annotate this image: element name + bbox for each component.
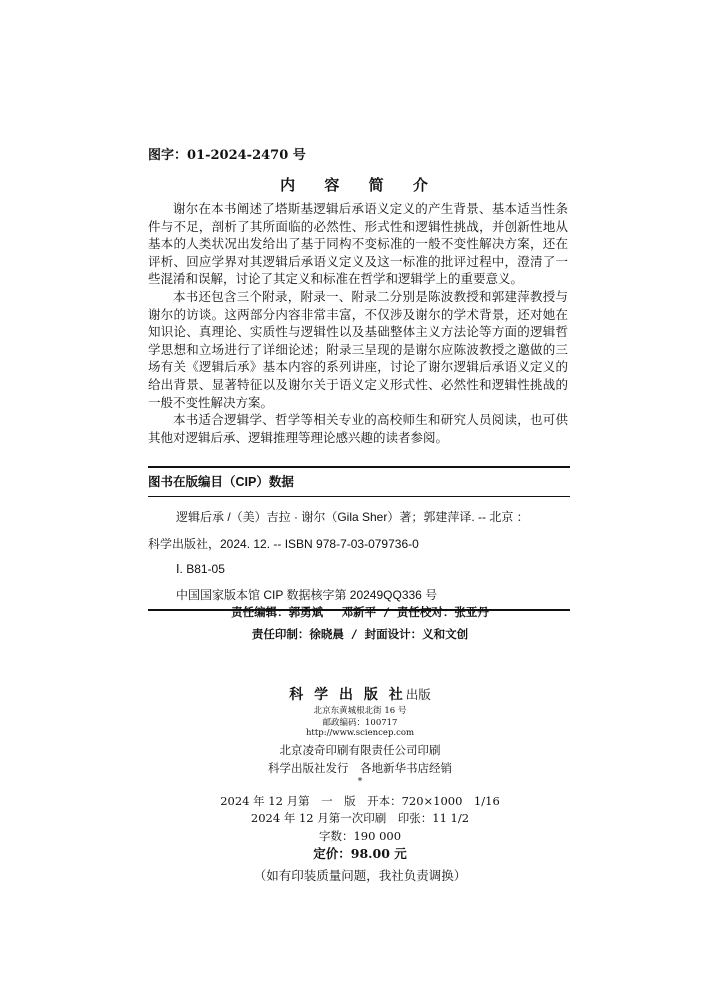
publisher-suffix: 出版: [405, 687, 431, 702]
distribution: 科学出版社发行 各地新华书店经销: [268, 761, 452, 775]
cip-entry-line: 逻辑后承 /（美）吉拉 · 谢尔（Gila Sher）著；郭建萍译. -- 北京 ：: [176, 510, 529, 524]
publisher-postcode: 邮政编码：100717: [322, 718, 398, 728]
staff-line: 责任印制：徐晓晨 / 封面设计：义和文创: [251, 627, 469, 641]
summary-paragraph: 本书适合逻辑学、哲学等相关专业的高校师生和研究人员阅读，也可供其他对逻辑后承、逻辑推理等理论感兴趣的读者参阅。: [148, 412, 568, 445]
publisher-url: http://www.sciencep.com: [305, 728, 415, 738]
separator-star: *: [357, 777, 363, 787]
publisher-name: [0, 684, 720, 704]
license-number: 图字：01-2024-2470 号: [148, 148, 306, 163]
cip-top-rule: [148, 466, 570, 468]
summary-paragraph: 本书还包含三个附录，附录一、附录二分别是陈波教授和郭建萍教授与谢尔的访谈。这两部分内容非常丰富，不仅涉及谢尔的学术背景，还对她在知识论、真理论、实质性与逻辑性以及基础整体主义方法论等方面的逻辑哲学思想和立场进行了详细论述；附录三呈现的是谢尔应陈波教授之邀做的三场有关《逻辑后承》基本内容的系列讲座，讨论了谢尔逻辑后承语义定义的给出背景、显著特征以及谢尔关于语义定义形式性、必然性和逻辑性挑战的一般不变性解决方案。: [148, 288, 568, 410]
staff-line: 责任编辑：郭勇斌 邓新平 / 责任校对：张亚丹: [231, 605, 489, 619]
publisher-name-text: 科 学 出 版 社: [289, 687, 406, 703]
quality-notice: （如有印装质量问题，我社负责调换）: [253, 868, 467, 883]
publisher-address: 北京东黄城根北街 16 号: [313, 706, 407, 716]
cip-entry-line: 科学出版社，2024. 12. -- ISBN 978-7-03-079736-0: [148, 537, 419, 551]
summary-heading: 内 容 简 介: [280, 176, 440, 194]
summary-section: [148, 200, 568, 446]
cip-classification: Ⅰ. B81-05: [176, 562, 225, 576]
cip-title: 图书在版编目（CIP）数据: [148, 475, 294, 489]
printing-line: 2024 年 12 月第一次印刷 印张：11 1/2: [250, 811, 470, 825]
cip-verification: 中国国家版本馆 CIP 数据核字第 20249QQ336 号: [176, 588, 438, 602]
edition-line: 2024 年 12 月第 一 版 开本：720×1000 1/16: [220, 794, 500, 808]
cip-title-rule: [148, 496, 570, 497]
printer: 北京凌奇印刷有限责任公司印刷: [279, 743, 441, 757]
word-count: 字数：190 000: [318, 829, 402, 843]
cip-block: [148, 466, 570, 611]
summary-paragraph: 谢尔在本书阐述了塔斯基逻辑后承语义定义的产生背景、基本适当性条件与不足，剖析了其所面临的必然性、形式性和逻辑性挑战，并创新性地从基本的人类状况出发给出了基于同构不变标准的一般不变性解决方案，还在评析、回应学界对其逻辑后承语义定义及这一标准的批评过程中，澄清了一些混淆和误解，讨论了其定义和标准在哲学和逻辑学上的重要意义。: [148, 201, 568, 287]
price: 定价：98.00 元: [313, 846, 407, 861]
